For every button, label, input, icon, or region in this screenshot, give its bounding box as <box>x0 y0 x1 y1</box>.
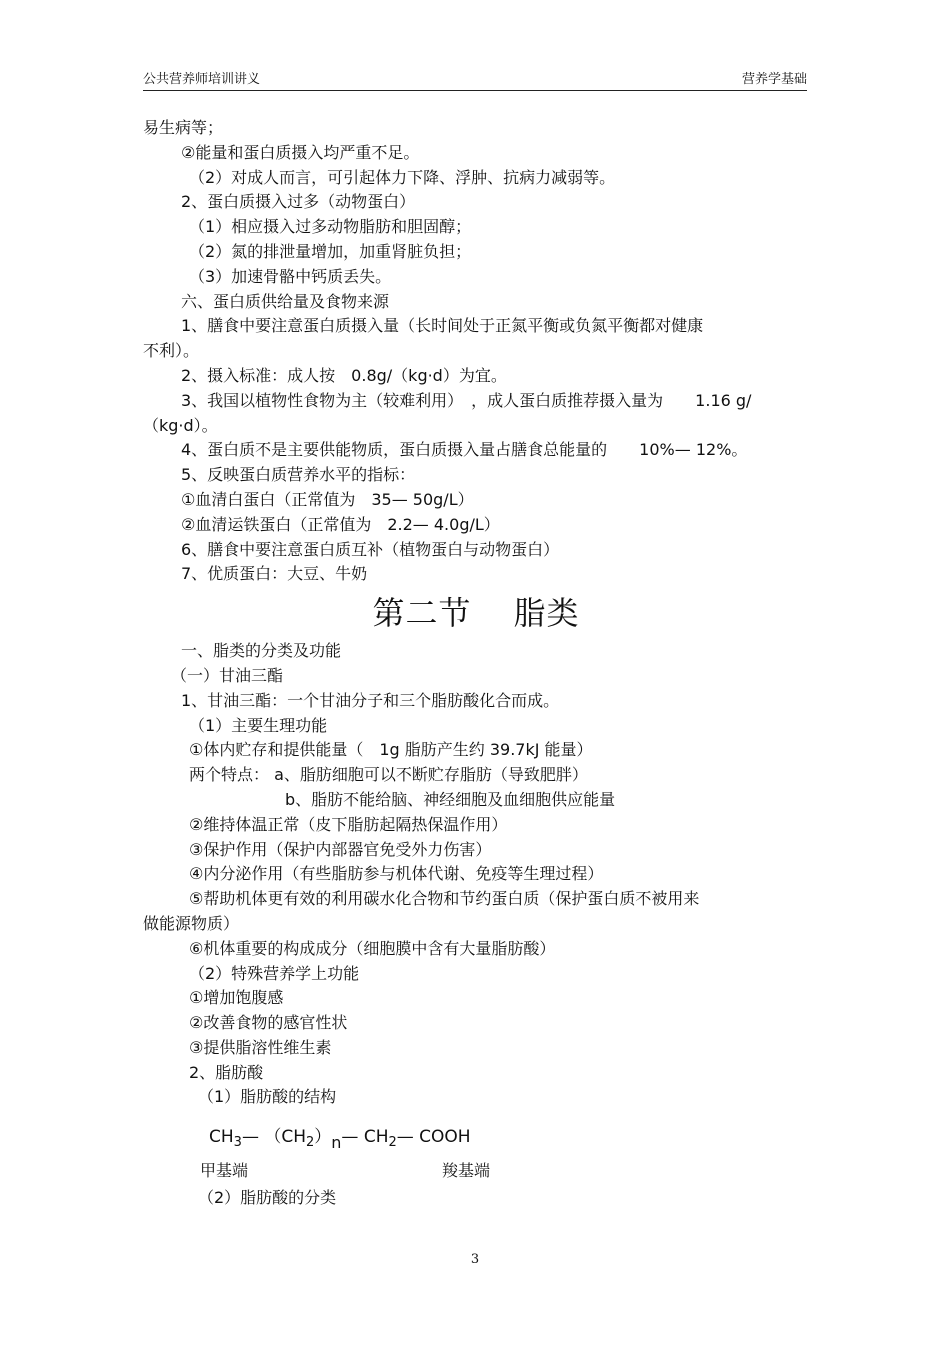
text-line: ②维持体温正常（皮下脂肪起隔热保温作用） <box>189 814 508 834</box>
header-left-title: 公共营养师培训讲义 <box>143 72 261 87</box>
text-line: 2、摄入标准：成人按 0.8g/（kg·d）为宜。 <box>181 365 507 385</box>
document-body <box>143 116 809 1211</box>
text-line: ②改善食物的感官性状 <box>189 1013 348 1033</box>
text-line: ①血清白蛋白（正常值为 35— 50g/L） <box>181 489 474 509</box>
section-number: 第二节 <box>372 594 472 633</box>
text-line: ②血清运铁蛋白（正常值为 2.2— 4.0g/L） <box>181 514 500 534</box>
text-line: ⑤帮助机体更有效的利用碳水化合物和节约蛋白质（保护蛋白质不被用来 <box>189 889 700 909</box>
text-line: 6、膳食中要注意蛋白质互补（植物蛋白与动物蛋白） <box>181 539 560 559</box>
text-line: ③提供脂溶性维生素 <box>189 1037 332 1057</box>
page-number: 3 <box>470 1252 480 1267</box>
text-line: （kg·d）。 <box>143 415 218 435</box>
formula-n: n <box>331 1133 342 1153</box>
lipid-section-text <box>143 639 809 1110</box>
methyl-end-label: 甲基端 <box>200 1161 249 1181</box>
formula-sub-2: 2 <box>306 1135 315 1151</box>
text-line: ①体内贮存和提供能量（ 1g 脂肪产生约 39.7kJ 能量） <box>189 740 593 760</box>
text-line: （一）甘油三酯 <box>171 665 284 685</box>
text-line: 1、甘油三酯：一个甘油分子和三个脂肪酸化合而成。 <box>181 690 560 710</box>
text-line: 易生病等； <box>143 118 224 137</box>
formula-sub-3: 3 <box>233 1135 242 1151</box>
text-line: 2、脂肪酸 <box>189 1062 264 1082</box>
text-line: 1、膳食中要注意蛋白质摄入量（长时间处于正氮平衡或负氮平衡都对健康 <box>181 316 704 336</box>
text-line: （1）相应摄入过多动物脂肪和胆固醇； <box>189 217 472 237</box>
text-line: 3、我国以植物性食物为主（较难利用） ，成人蛋白质推荐摄入量为 1.16 g/ <box>181 390 752 410</box>
text-line: 4、蛋白质不是主要供能物质，蛋白质摄入量占膳食总能量的 10%— 12%。 <box>181 440 748 460</box>
header-right-title: 营养学基础 <box>741 72 807 87</box>
formula-ch: CH <box>209 1127 234 1148</box>
formula-sub-2b: 2 <box>388 1135 397 1151</box>
carboxyl-end-label: 羧基端 <box>442 1161 491 1181</box>
formula-ch2: — CH <box>341 1127 389 1148</box>
text-line: （2）特殊营养学上功能 <box>189 963 360 983</box>
formula-cooh: — COOH <box>396 1127 471 1148</box>
protein-section-text <box>143 116 809 587</box>
formula-close-paren: ） <box>314 1127 332 1148</box>
text-line: （2）氮的排泄量增加，加重肾脏负担； <box>189 241 472 261</box>
text-line: ③保护作用（保护内部器官免受外力伤害） <box>189 839 492 859</box>
page-header <box>143 64 807 91</box>
text-line: 2、蛋白质摄入过多（动物蛋白） <box>181 192 416 212</box>
text-line: 5、反映蛋白质营养水平的指标： <box>181 465 416 485</box>
text-line: （2）对成人而言，可引起体力下降、浮肿、抗病力减弱等。 <box>189 167 616 187</box>
text-line: 两个特点： a、脂肪细胞可以不断贮存脂肪（导致肥胖） <box>189 765 588 785</box>
formula-ends <box>143 1156 809 1186</box>
text-line: 不利）。 <box>143 341 200 361</box>
last-line: （2）脂肪酸的分类 <box>198 1188 337 1208</box>
section-title <box>143 587 809 639</box>
text-line: ①增加饱腹感 <box>189 988 284 1008</box>
text-line: （3）加速骨骼中钙质丢失。 <box>189 266 392 286</box>
section-name: 脂类 <box>513 594 580 633</box>
text-line: ④内分泌作用（有些脂肪参与机体代谢、免疫等生理过程） <box>189 864 604 884</box>
text-line: （1）主要生理功能 <box>189 715 328 735</box>
fatty-acid-formula <box>143 1118 809 1156</box>
text-line: b、脂肪不能给脑、神经细胞及血细胞供应能量 <box>189 789 616 809</box>
text-line: 7、优质蛋白：大豆、牛奶 <box>181 564 368 584</box>
text-line: 六、蛋白质供给量及食物来源 <box>181 291 390 311</box>
text-line: 一、脂类的分类及功能 <box>181 641 342 661</box>
text-line: ②能量和蛋白质摄入均严重不足。 <box>181 142 420 162</box>
text-line: （1）脂肪酸的结构 <box>198 1087 337 1107</box>
text-line: 做能源物质） <box>143 913 240 933</box>
formula-ch2-group: — （CH <box>241 1127 306 1148</box>
text-line: ⑥机体重要的构成成分（细胞膜中含有大量脂肪酸） <box>189 938 556 958</box>
